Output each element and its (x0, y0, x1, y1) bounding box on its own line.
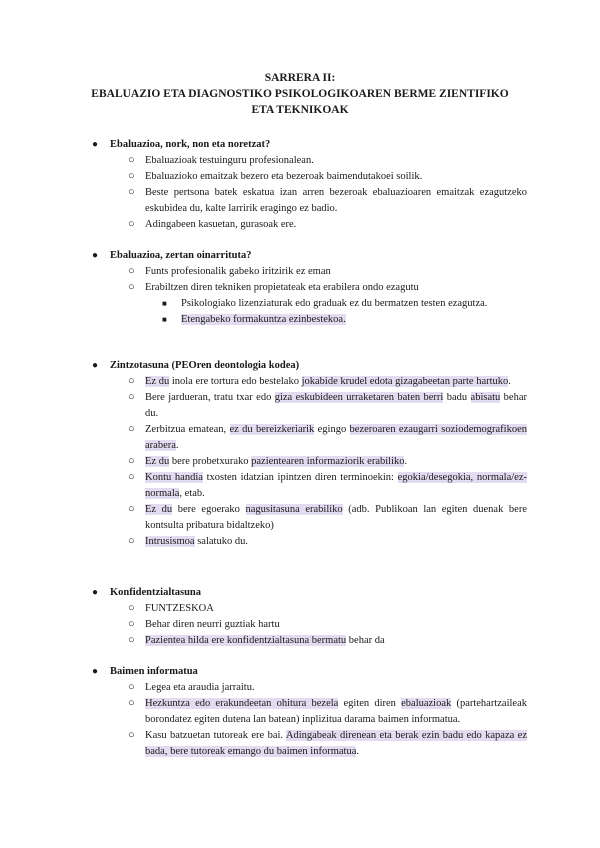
bullet-icon: ● (92, 250, 99, 261)
section-heading (0, 664, 600, 680)
bullet-icon: ● (92, 139, 99, 150)
list-item: ○ Intrusismoa salatuko du. (128, 535, 248, 547)
section-konfidentzialtasuna (0, 585, 600, 649)
page-title-line1: SARRERA II: (264, 72, 336, 84)
circle-bullet-icon: ○ (128, 602, 135, 614)
section-heading (0, 248, 600, 264)
section-heading (0, 585, 600, 601)
section-ebaluazioa-nork (0, 137, 600, 233)
list-item: ○ Beste pertsona batek eskatua izan arren bezeroak ebaluazioaren emaitzak ezagutzeko eskubidea du, kalte larririk eragingo ez badio. (128, 186, 527, 214)
circle-bullet-icon: ○ (128, 535, 135, 547)
page-title-line3: ETA TEKNIKOAK (251, 104, 349, 116)
list-item: ○ Legea eta araudia jarraitu. (128, 681, 255, 693)
list-item: ○ Ez du bere probetxurako pazientearen informaziorik erabiliko. (128, 455, 408, 467)
heading-text: Ebaluazioa, zertan oinarrituta? (110, 250, 252, 261)
square-bullet-icon: ■ (162, 299, 167, 308)
list-item: ○ Adingabeen kasuetan, gurasoak ere. (128, 218, 297, 230)
circle-bullet-icon: ○ (128, 375, 135, 387)
square-bullet-icon: ■ (162, 315, 167, 324)
bullet-icon: ● (92, 666, 99, 677)
circle-bullet-icon: ○ (128, 391, 135, 403)
circle-bullet-icon: ○ (128, 681, 135, 693)
sub-list-item: ■ Psikologiako lizenziaturak edo graduak ez du bermatzen testen ezagutza. (0, 296, 600, 312)
bullet-icon: ● (92, 587, 99, 598)
circle-bullet-icon: ○ (128, 218, 135, 230)
circle-bullet-icon: ○ (128, 281, 135, 293)
circle-bullet-icon: ○ (128, 265, 135, 277)
heading-text: Konfidentzialtasuna (110, 587, 202, 598)
circle-bullet-icon: ○ (128, 455, 135, 467)
list-item: ○ Bere jardueran, tratu txar edo giza eskubideen urraketaren baten berri badu abisatu behar du. (128, 391, 527, 419)
circle-bullet-icon: ○ (128, 697, 135, 709)
list-item: ○ FUNTZESKOA (128, 602, 214, 614)
circle-bullet-icon: ○ (128, 503, 135, 515)
list-item: ○ Ebaluazioak testuinguru profesionalean. (128, 154, 314, 166)
circle-bullet-icon: ○ (128, 154, 135, 166)
list-item: ○ Kontu handia txosten idatzian ipintzen diren terminoekin: egokia/desegokia, normala/ez-normala, etab. (128, 471, 527, 499)
sub-list-item: ■ Etengabeko formakuntza ezinbestekoa. (0, 312, 600, 328)
bullet-icon: ● (92, 360, 99, 371)
section-heading (0, 358, 600, 374)
list-item: ○ Ez du bere egoerako nagusitasuna erabiliko (adb. Publikoan lan egiten duenak bere kontsulta pribatura bidaltzeko) (128, 503, 527, 531)
list-item: ○ Ez du inola ere tortura edo bestelako jokabide krudel edota gizagabeetan parte hartuko. (128, 375, 511, 387)
heading-text: Ebaluazioa, nork, non eta noretzat? (110, 139, 271, 150)
list-item: ○ Funts profesionalik gabeko iritzirik ez eman (128, 265, 331, 277)
list-item: ○ Kasu batzuetan tutoreak ere bai. Adingabeak direnean eta berak ezin badu edo kapaza ez bada, bere tutoreak emango du baimen informatua. (128, 729, 528, 757)
list-item: ○ Pazientea hilda ere konfidentzialtasuna bermatu behar da (128, 634, 385, 646)
list-item: ○ Ebaluazioko emaitzak bezero eta bezeroak baimendutakoei soilik. (128, 170, 423, 182)
section-heading (0, 137, 600, 153)
list-item: ○ Zerbitzua ematean, ez du bereizkeriarik egingo bezeroaren ezaugarri soziodemografikoen arabera. (128, 423, 528, 451)
list-item: ○ Erabiltzen diren tekniken propietateak eta erabilera ondo ezagutu (128, 281, 419, 293)
circle-bullet-icon: ○ (128, 634, 135, 646)
circle-bullet-icon: ○ (128, 423, 135, 435)
section-zintzotasuna (0, 358, 600, 550)
section-baimen-informatua (0, 664, 600, 760)
section-ebaluazioa-zertan (0, 248, 600, 328)
circle-bullet-icon: ○ (128, 186, 135, 198)
list-item: ○ Behar diren neurri guztiak hartu (128, 618, 280, 630)
circle-bullet-icon: ○ (128, 618, 135, 630)
list-item: ○ Hezkuntza edo erakundeetan ohitura bezela egiten diren ebaluazioak (partehartzaileak borondatez egiten dutena lan batean) inplizitua darama baimen informatua. (128, 697, 527, 725)
circle-bullet-icon: ○ (128, 170, 135, 182)
circle-bullet-icon: ○ (128, 471, 135, 483)
heading-text: Zintzotasuna (PEOren deontologia kodea) (110, 360, 300, 371)
circle-bullet-icon: ○ (128, 729, 135, 741)
page-title-line2: EBALUAZIO ETA DIAGNOSTIKO PSIKOLOGIKOAREN BERME ZIENTIFIKO (91, 88, 509, 100)
heading-text: Baimen informatua (110, 666, 198, 677)
